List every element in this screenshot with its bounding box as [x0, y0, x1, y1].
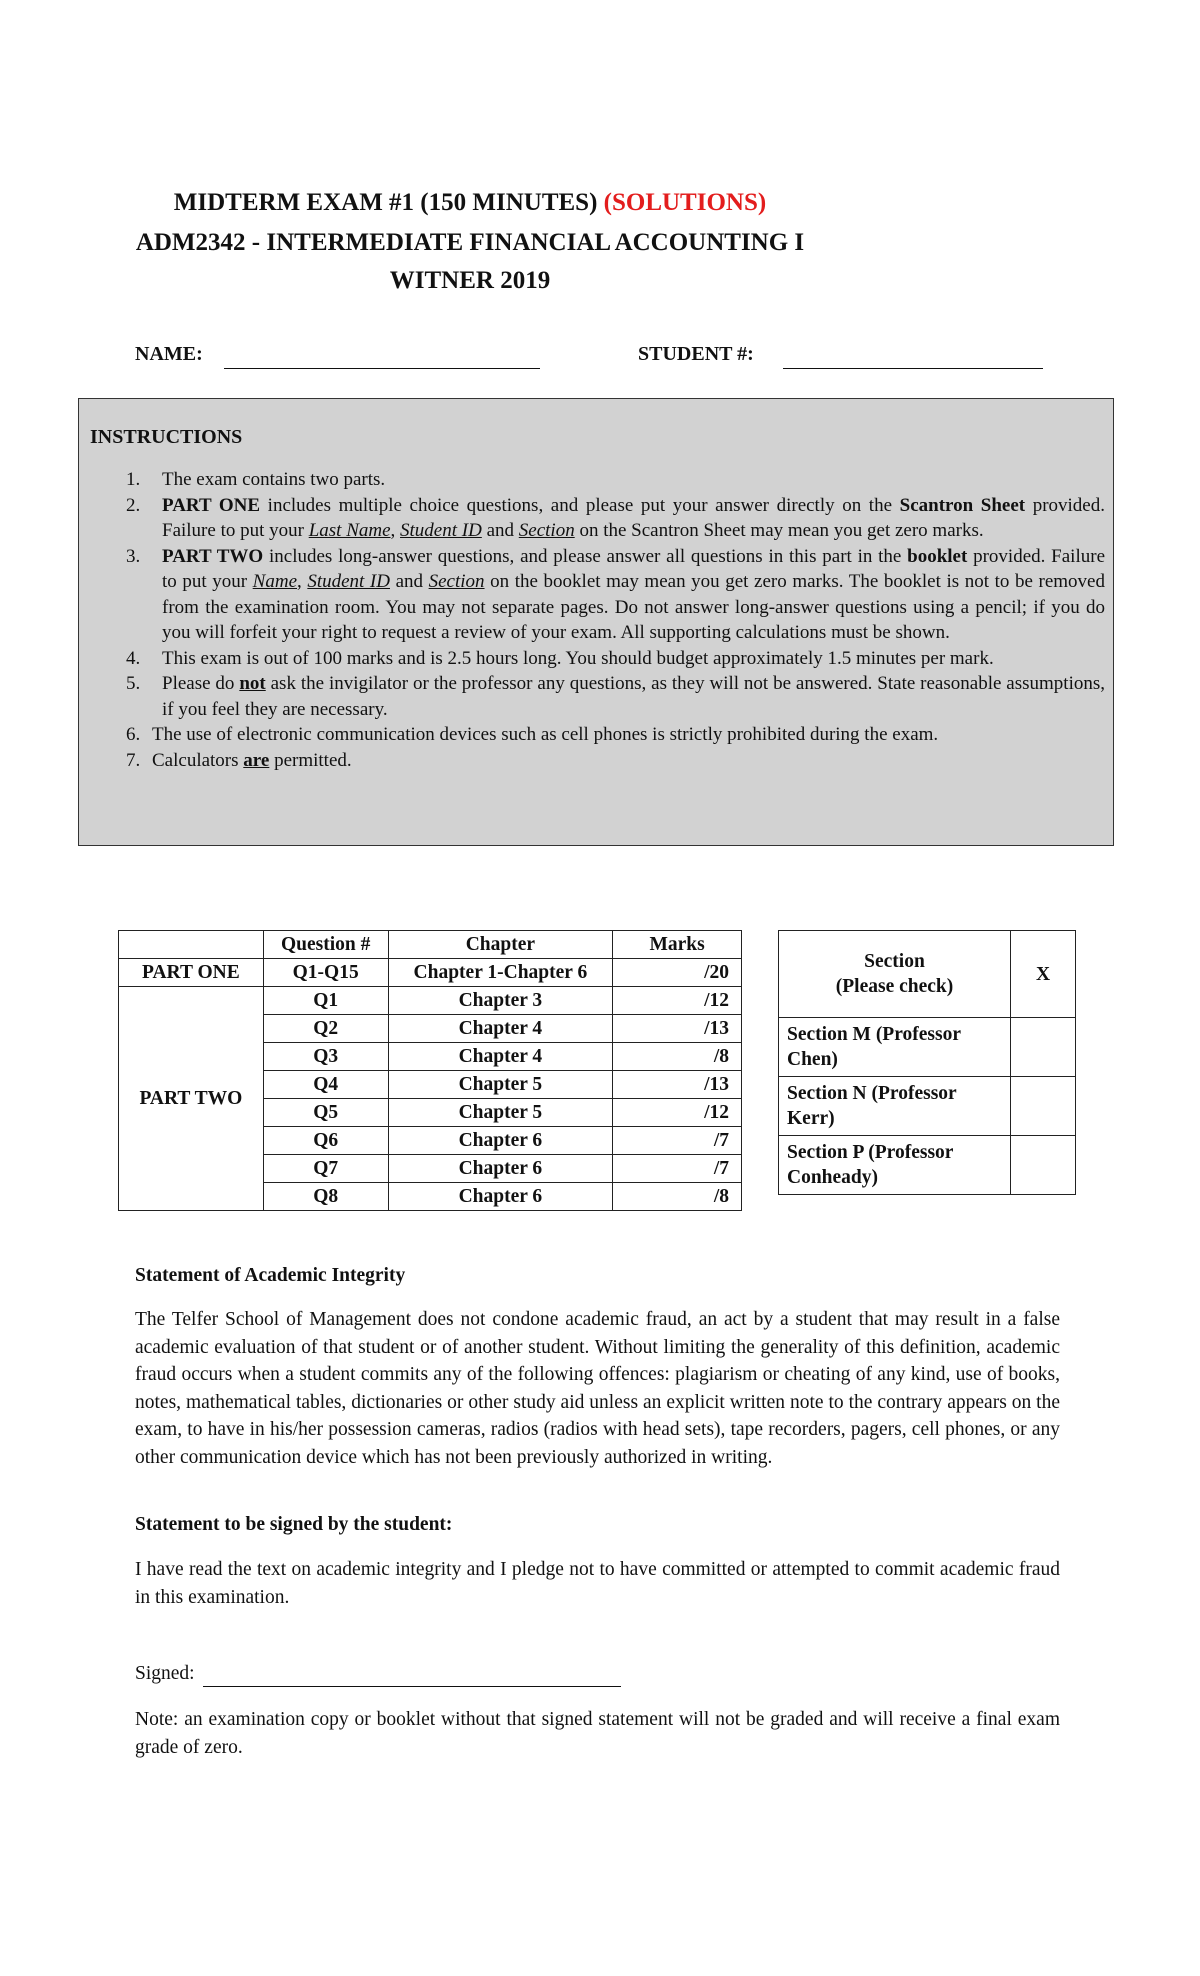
signature-field[interactable] [203, 1686, 621, 1687]
marks-cell: /13 [613, 1015, 742, 1043]
section-row [779, 1018, 1076, 1077]
section-header-title: Section [864, 951, 925, 972]
part-one-label: PART ONE [119, 959, 264, 987]
section-header [779, 931, 1011, 1018]
pledge-text: I have read the text on academic integrity and I pledge not to have committed or attempted to commit academic fraud in this examination. [135, 1559, 1060, 1608]
instructions-list [90, 467, 1105, 773]
marks-cell: /7 [613, 1127, 742, 1155]
chapter-cell: Chapter 4 [388, 1043, 613, 1071]
chapter-cell: Chapter 1-Chapter 6 [388, 959, 613, 987]
last-name-emphasis: Last Name [308, 520, 391, 541]
question-cell: Q2 [263, 1015, 388, 1043]
marks-cell: /7 [613, 1155, 742, 1183]
separator: , [390, 520, 401, 541]
marks-cell: /12 [613, 987, 742, 1015]
section-row [779, 1136, 1076, 1195]
instructions-title: INSTRUCTIONS [90, 426, 243, 448]
are-emphasis: are [243, 749, 270, 771]
instruction-text: The exam contains two parts. [162, 469, 386, 490]
instruction-text: permitted. [269, 749, 352, 771]
chapter-cell: Chapter 5 [388, 1071, 613, 1099]
section-table [778, 930, 1076, 1195]
score-table [118, 930, 742, 1211]
part-one-label: PART ONE [162, 494, 261, 516]
instruction-text: ask the invigilator or the professor any questions, as they will not be answered. State reasonable assumptions, if you feel they are necessary. [162, 673, 1105, 720]
marks-cell: /8 [613, 1043, 742, 1071]
note-text: Note: an examination copy or booklet without that signed statement will not be graded and will receive a final exam grade of zero. [135, 1709, 1060, 1758]
instruction-text: provided. Failure to put your [162, 494, 1105, 541]
name-label: NAME: [135, 343, 203, 365]
instruction-text: on the Scantron Sheet may mean you get zero marks. [574, 520, 984, 541]
signed-label: Signed: [135, 1663, 195, 1684]
question-cell: Q1 [263, 987, 388, 1015]
separator: , [297, 571, 308, 592]
student-id-emphasis: Student ID [307, 571, 390, 592]
table-header-cell: Question # [263, 931, 388, 959]
instruction-text: and [389, 571, 429, 592]
instruction-text: and [481, 520, 519, 541]
chapter-cell: Chapter 5 [388, 1099, 613, 1127]
instruction-item [90, 544, 1105, 646]
solutions-label: (SOLUTIONS) [603, 189, 767, 216]
marks-cell: /20 [613, 959, 742, 987]
name-emphasis: Name [252, 571, 297, 592]
instruction-number: 4. [126, 647, 141, 669]
instruction-text: provided. Failure to put your [162, 545, 1105, 592]
instruction-text: Please do [162, 673, 240, 694]
table-header-cell [119, 931, 264, 959]
section-row [779, 1077, 1076, 1136]
course-title: ADM2342 - INTERMEDIATE FINANCIAL ACCOUNTING I [135, 229, 805, 256]
student-number-label: STUDENT #: [638, 343, 754, 365]
question-cell: Q1-Q15 [263, 959, 388, 987]
booklet-label: booklet [907, 545, 968, 567]
instruction-text: includes multiple choice questions, and please put your answer directly on the [260, 494, 900, 516]
student-id-emphasis: Student ID [400, 520, 482, 541]
instruction-item [90, 748, 1105, 774]
instruction-item [90, 722, 1105, 748]
chapter-cell: Chapter 6 [388, 1183, 613, 1211]
table-header-cell: Marks [613, 931, 742, 959]
part-two-label: PART TWO [162, 545, 264, 567]
section-checkbox[interactable] [1011, 1136, 1076, 1195]
marks-cell: /13 [613, 1071, 742, 1099]
sign-heading: Statement to be signed by the student: [135, 1514, 453, 1535]
marks-cell: /8 [613, 1183, 742, 1211]
term-label: WITNER 2019 [389, 267, 551, 294]
not-emphasis: not [239, 673, 266, 694]
table-header-cell: Chapter [388, 931, 613, 959]
scantron-label: Scantron Sheet [899, 494, 1026, 516]
section-checkbox[interactable] [1011, 1077, 1076, 1136]
instruction-number: 1. [126, 469, 141, 490]
instruction-item [90, 671, 1105, 722]
instruction-number: 7. [126, 749, 141, 771]
part-two-label: PART TWO [119, 987, 264, 1211]
instruction-number: 5. [126, 673, 141, 694]
question-cell: Q3 [263, 1043, 388, 1071]
section-label: Section N (Professor Kerr) [779, 1077, 1011, 1136]
instruction-text: Calculators [152, 749, 244, 771]
instruction-number: 6. [126, 724, 141, 745]
question-cell: Q4 [263, 1071, 388, 1099]
instruction-number: 3. [126, 545, 141, 567]
x-header: X [1011, 931, 1076, 1018]
section-checkbox[interactable] [1011, 1018, 1076, 1077]
integrity-text: The Telfer School of Management does not condone academic fraud, an act by a student that may result in a false academic evaluation of that student or of another student. Without limiting the generality of this definition, academic fraud occurs when a student commits any of the following offences: plagiarism or cheating of any kind, use of books, notes, mathematical tables, dictionaries or other study aid unless an explicit written note to the contrary appears on the exam, to have in his/her possession cameras, radios (radios with head sets), tape recorders, pagers, cell phones, or any other communication device which has not been previously authorized in writing. [135, 1309, 1060, 1468]
section-header-row [779, 931, 1076, 1018]
student-number-field[interactable] [783, 368, 1043, 369]
instruction-number: 2. [126, 494, 141, 516]
marks-cell: /12 [613, 1099, 742, 1127]
question-cell: Q5 [263, 1099, 388, 1127]
section-emphasis: Section [518, 520, 575, 541]
exam-title-text: MIDTERM EXAM #1 (150 MINUTES) [173, 189, 604, 216]
section-label: Section M (Professor Chen) [779, 1018, 1011, 1077]
question-cell: Q8 [263, 1183, 388, 1211]
table-header-row [119, 931, 742, 959]
instruction-text: The use of electronic communication devices such as cell phones is strictly prohibited during the exam. [152, 724, 939, 745]
question-cell: Q7 [263, 1155, 388, 1183]
section-emphasis: Section [428, 571, 485, 592]
chapter-cell: Chapter 3 [388, 987, 613, 1015]
chapter-cell: Chapter 6 [388, 1155, 613, 1183]
table-row [119, 987, 742, 1015]
instruction-item [90, 646, 1105, 672]
instruction-text: on the booklet may mean you get zero marks. The booklet is not to be removed from the examination room. You may not separate pages. Do not answer long-answer questions using a pencil; if you do you will forfeit your right to request a review of your exam. All supporting calculations must be shown. [162, 571, 1105, 643]
section-header-subtitle: (Please check) [835, 976, 954, 997]
section-label: Section P (Professor Conheady) [779, 1136, 1011, 1195]
instruction-text: This exam is out of 100 marks and is 2.5 hours long. You should budget approximately 1.5 minutes per mark. [162, 647, 994, 669]
instruction-item [90, 493, 1105, 544]
chapter-cell: Chapter 6 [388, 1127, 613, 1155]
question-cell: Q6 [263, 1127, 388, 1155]
table-row [119, 959, 742, 987]
instruction-text: includes long-answer questions, and please answer all questions in this part in the [263, 545, 908, 567]
integrity-heading: Statement of Academic Integrity [135, 1265, 406, 1286]
chapter-cell: Chapter 4 [388, 1015, 613, 1043]
name-field[interactable] [224, 368, 540, 369]
exam-title [0, 188, 940, 218]
instruction-item [90, 467, 1105, 493]
